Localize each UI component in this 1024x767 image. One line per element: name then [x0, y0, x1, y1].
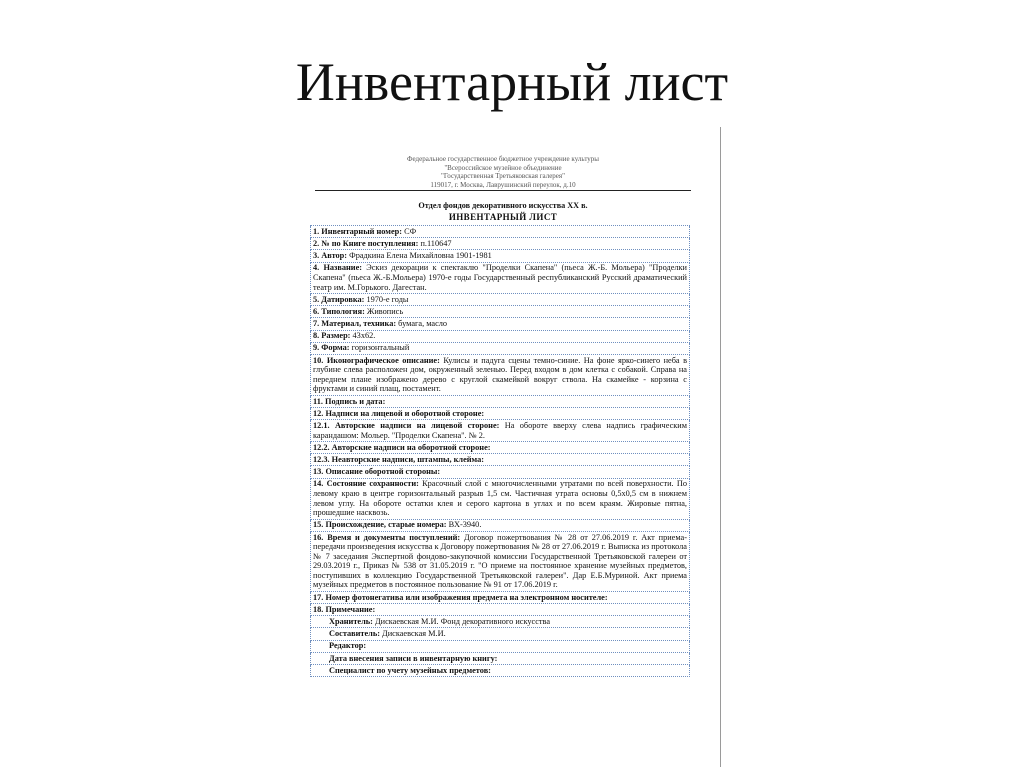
form-row — [310, 420, 690, 442]
letterhead-rule — [315, 190, 691, 191]
form-row-label: 16. Время и документы поступлений: — [313, 532, 461, 542]
form-row — [310, 616, 690, 628]
form-row-value: Дискаевская М.И. — [379, 629, 446, 639]
form-row — [310, 454, 690, 466]
form-row — [310, 479, 690, 520]
form-row-value: Договор пожертвования № 28 от 27.06.2019 г. Акт приема-передачи произведения искусства к Договору пожертвования № 28 от 27.06.2019 г. Выписка из протокола № 7 заседания Экспертной фондово-закупочной комиссии Государственной Третьяковской галереи от 29.03.2019 г., Приказ № 538 от 31.05.2019 г. "О приеме на постоянное хранение музейных предметов, поступивших в коллекцию Государственной Третьяковской галереи". Дар Е.Б.Муриной. Акт приема музейных предметов в постоянное пользование № 91 от 17.06.2019 г. — [313, 532, 687, 590]
form-row-value: Дискаевская М.И. Фонд декоративного искусства — [372, 617, 551, 627]
form-row — [310, 331, 690, 343]
form-row — [310, 306, 690, 318]
form-row-label: 13. Описание оборотной стороны: — [313, 467, 441, 477]
form-row-value: ВХ-3940. — [446, 520, 482, 530]
form-row-value: Эскиз декорации к спектаклю "Проделки Скапена" (пьеса Ж.-Б. Мольера) "Проделки Скапена" (пьеса Ж.-Б.Мольера) 1970-е годы Государственный республиканский Русский драматический театр им. М.Горького. Дагестан. — [313, 263, 687, 292]
document-title: ИНВЕНТАРНЫЙ ЛИСТ — [448, 212, 558, 222]
form-row-label: 6. Типология: — [313, 306, 365, 316]
form-row — [310, 628, 690, 640]
form-row-label: 4. Название: — [313, 263, 363, 273]
form-row-label: Хранитель: — [329, 617, 373, 627]
form-row-value: Красочный слой с многочисленными утратами по всей поверхности. По левому краю в центре горизонтальный разрыв 1,5 см. Частичная утрата основы 0,5х0,5 см в нижнем левом углу. На обороте остатки клея и серого картона в углах и по всем краям. Жировые пятна, прошедшие насквозь. — [313, 479, 687, 518]
form-row-value: На обороте вверху слева надпись графическим карандашом: Мольер. "Проделки Скапена". № 2. — [313, 421, 687, 440]
form-row-label: 2. № по Книге поступления: — [313, 238, 419, 248]
form-row-label: 9. Форма: — [313, 343, 350, 353]
form-row-label: 18. Примечание: — [313, 604, 376, 614]
form-row-value: Кулисы и падуга сцены темно-синие. На фоне ярко-синего неба в глубине слева расположен дом, окруженный зеленью. Перед входом в дом клетка с собакой. Справа на переднем плане изображено дерево с круглой скамейкой вокруг ствола. На скамейке - корзина с фруктами и синий плащ, постамент. — [313, 355, 687, 394]
letterhead-line: "Государственная Третьяковская галерея" — [440, 172, 565, 181]
form-row — [310, 466, 690, 478]
form-row — [310, 355, 690, 396]
form-row-label: 1. Инвентарный номер: — [313, 226, 403, 236]
letterhead-line: 119017, г. Москва, Лаврушинский переулок, д.10 — [430, 180, 576, 189]
form-row — [310, 442, 690, 454]
form-row — [310, 641, 690, 653]
form-row-label: Составитель: — [329, 629, 380, 639]
form-row-label: 5. Датировка: — [313, 294, 365, 304]
form-row-label: 10. Иконографическое описание: — [313, 355, 440, 365]
form-row — [310, 592, 690, 604]
form-row — [310, 408, 690, 420]
department-heading: Отдел фондов декоративного искусства ХХ в. — [418, 201, 588, 210]
letterhead-line: Федеральное государственное бюджетное учреждение культуры — [406, 155, 599, 163]
inventory-form-table — [310, 225, 690, 677]
letterhead — [303, 155, 703, 189]
form-row-value: Живопись — [364, 306, 404, 316]
page-edge-line — [720, 127, 721, 767]
form-row-label: 14. Состояние сохранности: — [313, 479, 419, 489]
form-row-label: Специалист по учету музейных предметов: — [329, 665, 491, 675]
form-row-label: 12. Надписи на лицевой и оборотной стороне: — [313, 408, 485, 418]
form-row-value: Фрадкина Елена Михайловна 1901-1981 — [347, 251, 492, 261]
form-row — [310, 226, 690, 238]
form-row-label: 8. Размер: — [313, 331, 351, 341]
form-row — [310, 250, 690, 262]
form-row — [310, 238, 690, 250]
form-row-value: горизонтальный — [349, 343, 410, 353]
form-row-label: Дата внесения записи в инвентарную книгу: — [329, 653, 498, 663]
form-row-value: п.110647 — [418, 238, 452, 248]
form-row — [310, 532, 690, 592]
form-row-label: 12.3. Неавторские надписи, штампы, клейма: — [313, 454, 485, 464]
inventory-sheet-scan — [303, 127, 723, 767]
form-row-label: 17. Номер фотонегатива или изображения предмета на электронном носителе: — [313, 592, 608, 602]
form-row-label: 11. Подпись и дата: — [313, 396, 386, 406]
form-row — [310, 318, 690, 330]
form-row — [310, 604, 690, 616]
form-row — [310, 263, 690, 294]
form-row — [310, 294, 690, 306]
form-row-label: 12.1. Авторские надписи на лицевой стороне: — [313, 421, 500, 431]
form-row-label: 7. Материал, техника: — [313, 319, 397, 329]
form-row-label: 3. Автор: — [313, 251, 348, 261]
form-row-value: 1970-е годы — [364, 294, 409, 304]
form-row-label: 12.2. Авторские надписи на оборотной стороне: — [313, 442, 491, 452]
form-row-value: СФ — [402, 226, 417, 236]
form-row-label: Редактор: — [329, 641, 367, 651]
form-row — [310, 396, 690, 408]
slide-title: Инвентарный лист — [295, 52, 729, 112]
form-row-value: бумага, масло — [396, 319, 448, 329]
form-row — [310, 665, 690, 677]
letterhead-line: "Всероссийское музейное объединение — [444, 163, 562, 172]
form-row — [310, 343, 690, 355]
form-row — [310, 520, 690, 532]
form-row-label: 15. Происхождение, старые номера: — [313, 520, 447, 530]
form-row — [310, 653, 690, 665]
form-row-value: 43х62. — [350, 331, 376, 341]
